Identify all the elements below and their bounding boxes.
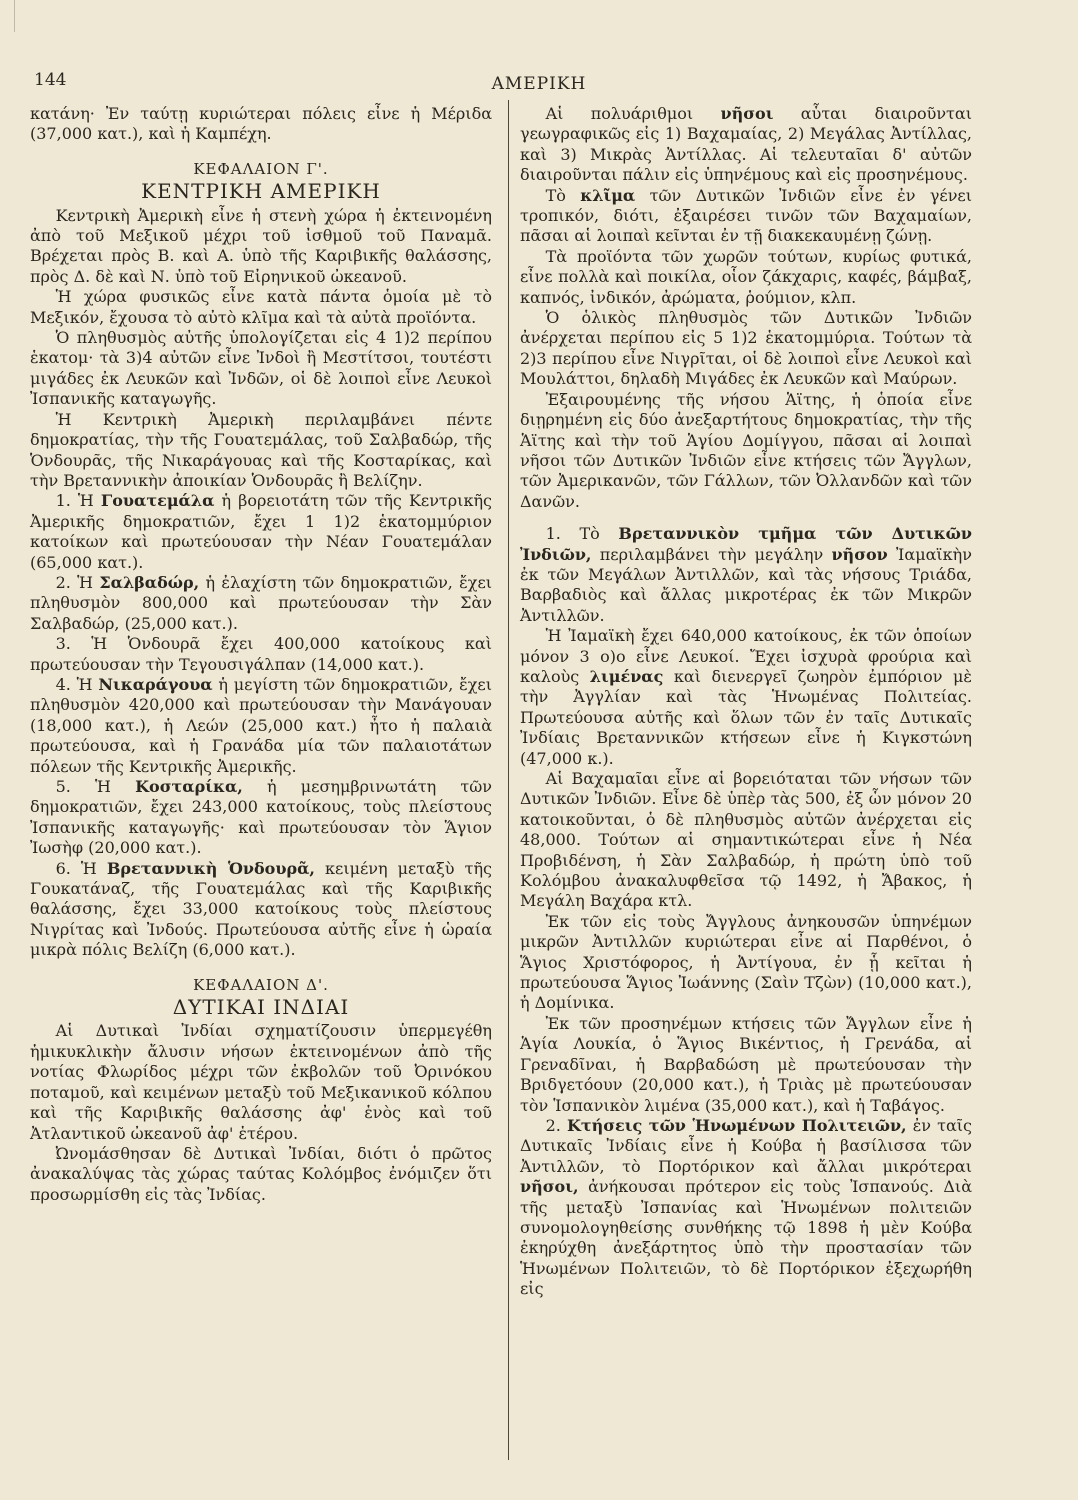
paragraph: 3. Ἡ Ὁνδουρᾶ ἔχει 400,000 κατοίκους καὶ πρωτεύουσαν τὴν Τεγουσιγάλπαν (14,000 κατ.). [30,634,492,674]
paragraph: Ἐξαιρουμένης τῆς νήσου Ἁϊτης, ἡ ὁποία εἶνε διῃρημένη εἰς δύο ἀνεξαρτήτους δημοκρατίας, τὴν τῆς Ἁϊτης καὶ τὴν τοῦ Ἁγίου Δομίγγου, πᾶσαι αἱ λοιπαὶ νῆσοι τῶν Δυτικῶν Ἰνδιῶν εἶνε κτήσεις τῶν Ἄγγλων, τῶν Ἀμερικανῶν, τῶν Γάλλων, τῶν Ὀλλανδῶν καὶ τῶν Δανῶν. [520,389,972,511]
paragraph [520,524,972,626]
item-number: 4. Ἡ [55,674,93,694]
paragraph: Ὠνομάσθησαν δὲ Δυτικαὶ Ἰνδίαι, διότι ὁ πρῶτος ἀνακαλύψας τὰς χώρας ταύτας Κολόμβος ἐνόμιζεν ὅτι προσωρμίσθη εἰς τὰς Ἰνδίας. [30,1143,492,1204]
bold-term: Γουατεμάλα [100,491,215,511]
paragraph [30,573,492,634]
text-run: καὶ διενεργεῖ ζωηρὸν ἐμπόριον μὲ τὴν Ἀγγλίαν καὶ τὰς Ἡνωμένας Πολιτείας. Πρωτεύουσα αὐτῆς καὶ ὅλων τῶν ἐν ταῖς Δυτικαῖς Ἰνδίαις Βρεταννικῶν κτήσεων εἶνε ἡ Κιγκστώνη (47,000 κ.). [520,666,973,768]
text-run: 1. Τὸ [545,524,600,544]
item-number: 1. Ἡ [55,491,94,511]
paragraph: Ἡ χώρα φυσικῶς εἶνε κατὰ πάντα ὁμοία μὲ τὸ Μεξικόν, ἔχουσα τὸ αὐτὸ κλῖμα καὶ τὰ αὐτὰ προϊόντα. [30,287,492,327]
paragraph [520,186,972,247]
text-run: αὗται διαιροῦνται γεωγραφικῶς εἰς 1) Βαχαμαίας, 2) Μεγάλας Ἀντίλλας, καὶ 3) Μικρὰς Ἀντίλλας. Αἱ τελευταῖαι δ' αὐτῶν διαιροῦνται πάλιν εἰς ὑπηνέμους καὶ εἰς προσηνέμους. [520,104,972,185]
paragraph [30,859,492,961]
item-text: ἡ μεγίστη τῶν δημοκρατιῶν, ἔχει πληθυσμὸν 420,000 καὶ πρωτεύουσαν τὴν Μανάγουαν (18,000 κατ.), ἡ Λεών (25,000 κατ.) ἦτο ἡ παλαιὰ πρωτεύουσα, καὶ ἡ Γρανάδα μία τῶν παλαιοτάτων πόλεων τῆς Κεντρικῆς Ἀμερικῆς. [30,674,492,776]
bold-term: Νικαράγουα [98,674,213,694]
bold-term: Βρεταννικὸν τμῆμα τῶν Δυτικῶν Ἰνδιῶν, [520,524,973,564]
bold-term: Κτήσεις τῶν Ἡνωμένων Πολιτειῶν, [566,1115,907,1135]
left-column [30,104,492,1205]
bold-term: Σαλβαδώρ, [99,572,200,592]
chapter-heading: ΚΕΦΑΛΑΙΟΝ Δ'. [193,975,329,994]
bold-term: κλῖμα [580,185,636,205]
item-number: 6. Ἡ [55,858,97,878]
right-column [520,104,972,1300]
paragraph [520,1116,972,1300]
text-run: Ἡ Ἰαμαϊκὴ ἔχει 640,000 κατοίκους, ἐκ τῶν ὁποίων μόνον 3 ο)ο εἶνε Λευκοί. Ἔχει ἰσχυρὰ φρούρια καὶ καλοὺς [520,626,972,686]
paragraph: Ἡ Κεντρικὴ Ἀμερικὴ περιλαμβάνει πέντε δημοκρατίας, τὴν τῆς Γουατεμάλας, τοῦ Σαλβαδώρ, τῆς Ὁνδουρᾶς, τῆς Νικαράγουας καὶ τῆς Κοσταρίκας, καὶ τὴν Βρεταννικὴν ἀποικίαν Ὁνδουρᾶς ἢ Βελίζην. [30,409,492,490]
bold-term: νῆσοι [720,104,774,123]
text-run: Ἰαμαϊκὴν ἐκ τῶν Μεγάλων Ἀντιλλῶν, καὶ τὰς νήσους Τριάδα, Βαρβαδιὸς καὶ ἄλλας μικροτέρας ἐκ τῶν Μικρῶν Ἀντιλλῶν. [520,544,972,625]
item-text: ἡ μεσημβρινωτάτη τῶν δημοκρατιῶν, ἔχει 243,000 κατοίκους, τοὺς πλείστους Ἰσπανικῆς καταγωγῆς· καὶ πρωτεύουσαν τὸν Ἅγιον Ἰωσὴφ (20,000 κατ.). [30,777,492,858]
item-text: κειμένη μεταξὺ τῆς Γουκατάναζ, τῆς Γουατεμάλας καὶ τῆς Καριβικῆς θαλάσσης, ἔχει 33,000 κατοίκους τοὺς πλείστους Νιγρίτας καὶ Ἰνδούς. Πρωτεύουσα αὐτῆς εἶνε ἡ ὡραία μικρὰ πόλις Βελίζη (6,000 κατ.). [30,858,492,960]
page-number: 144 [34,70,67,90]
bold-term: νῆσον [831,544,888,564]
bold-term: νῆσοι, [520,1177,579,1197]
item-text: ἡ βορειοτάτη τῶν τῆς Κεντρικῆς Ἀμερικῆς δημοκρατιῶν, ἔχει 1 1)2 ἑκατομμύριον κατοίκων καὶ πρωτεύουσαν τὴν Νέαν Γουατεμάλαν (65,000 κατ.). [30,491,492,572]
paragraph: Ἐκ τῶν εἰς τοὺς Ἄγγλους ἀνηκουσῶν ὑπηνέμων μικρῶν Ἀντιλλῶν κυριώτεραι εἶνε αἱ Παρθένοι, ὁ Ἅγιος Χριστόφορος, ἡ Ἀντίγουα, ἐν ᾗ κεῖται ἡ πρωτεύουσα Ἅγιος Ἰωάννης (Σαὶν Τζὼν) (10,000 κατ.), ἡ Δομίνικα. [520,911,972,1013]
column-divider [508,100,509,1460]
section-heading: ΔΥΤΙΚΑΙ ΙΝΔΙΑΙ [172,995,350,1020]
paragraph [520,626,972,769]
paragraph: Κεντρικὴ Ἀμερικὴ εἶνε ἡ στενὴ χώρα ἡ ἐκτεινομένη ἀπὸ τοῦ Μεξικοῦ μέχρι τοῦ ἰσθμοῦ τοῦ Παναμᾶ. Βρέχεται πρὸς Β. καὶ Α. ὑπὸ τῆς Καριβικῆς θαλάσσης, πρὸς Δ. δὲ καὶ Ν. ὑπὸ τοῦ Εἰρηνικοῦ ὠκεανοῦ. [30,205,492,286]
paragraph: Ὁ ὁλικὸς πληθυσμὸς τῶν Δυτικῶν Ἰνδιῶν ἀνέρχεται περίπου εἰς 5 1)2 ἑκατομμύρια. Τούτων τὰ 2)3 περίπου εἶνε Νιγρῖται, οἱ δὲ λοιποὶ εἶνε Λευκοὶ καὶ Μουλάττοι, δηλαδὴ Μιγάδες ἐκ Λευκῶν καὶ Μαύρων. [520,308,972,389]
chapter-heading: ΚΕΦΑΛΑΙΟΝ Γ'. [193,159,329,178]
running-head: ΑΜΕΡΙΚΗ [491,74,587,94]
bold-term: Κοσταρίκα, [135,777,243,796]
item-number: 2. Ἡ [55,572,94,592]
paragraph: Τὰ προϊόντα τῶν χωρῶν τούτων, κυρίως φυτικά, εἶνε πολλὰ καὶ ποικίλα, οἷον ζάκχαρις, καφές, βάμβαξ, καπνός, ἰνδικόν, ἀρώματα, ῥούμιον, κλπ. [520,246,972,307]
paragraph [520,104,972,186]
page-edge-mark [0,0,15,32]
text-run: περιλαμβάνει τὴν μεγάλην [599,544,824,564]
paragraph: Ἐκ τῶν προσηνέμων κτήσεις τῶν Ἄγγλων εἶνε ἡ Ἁγία Λουκία, ὁ Ἅγιος Βικέντιος, ἡ Γρενάδα, αἱ Γρεναδῖναι, ἡ Βαρβαδώση μὲ πρωτεύουσαν τὴν Βριδγετόουν (20,000 κατ.), ἡ Τριὰς μὲ πρωτεύουσαν τὸν Ἱσπανικὸν λιμένα (35,000 κατ.), καὶ ἡ Ταβάγος. [520,1013,972,1115]
item-text: ἡ ἐλαχίστη τῶν δημοκρατιῶν, ἔχει πληθυσμὸν 800,000 καὶ πρωτεύουσαν τὴν Σὰν Σαλβαδώρ, (25,000 κατ.). [30,572,493,633]
text-run: Αἱ πολυάριθμοι [545,104,694,123]
paragraph: κατάνη· Ἐν ταύτῃ κυριώτεραι πόλεις εἶνε ἡ Μέριδα (37,000 κατ.), καὶ ἡ Καμπέχη. [30,104,492,144]
text-run: ἀνήκουσαι πρότερον εἰς τοὺς Ἰσπανούς. Διὰ τῆς μεταξὺ Ἰσπανίας καὶ Ἡνωμένων πολιτειῶν συνομολογηθείσης συνθήκης τῷ 1898 ἡ μὲν Κούβα ἐκηρύχθη ἀνεξάρτητος ὑπὸ τὴν προστασίαν τῶν Ἡνωμένων Πολιτειῶν, τὸ δὲ Πορτόρικον ἐξεχωρήθη εἰς [520,1177,973,1299]
spacer [520,512,972,524]
paragraph [30,675,492,777]
paragraph: Αἱ Δυτικαὶ Ἰνδίαι σχηματίζουσιν ὑπερμεγέθη ἡμικυκλικὴν ἄλυσιν νήσων ἐκτεινομένων ἀπὸ τῆς νοτίας Φλωρίδος μέχρι τῶν ἐκβολῶν τοῦ Ὀρινόκου ποταμοῦ, καὶ κειμένων μεταξὺ τοῦ Μεξικανικοῦ κόλπου καὶ τῆς Καριβικῆς θαλάσσης ἀφ' ἑνὸς καὶ τοῦ Ἀτλαντικοῦ ὠκεανοῦ ἀφ' ἑτέρου. [30,1021,492,1143]
paragraph [30,777,492,859]
item-number: 5. Ἡ [55,777,111,796]
text-run: ἐν ταῖς Δυτικαῖς Ἰνδίαις εἶνε ἡ Κούβα ἡ βασίλισσα τῶν Ἀντιλλῶν, τὸ Πορτόρικον καὶ ἄλλαι μικρότεραι [520,1115,972,1176]
text-run: 2. [545,1115,561,1135]
bold-term: λιμένας [589,666,664,686]
section-heading: ΚΕΝΤΡΙΚΗ ΑΜΕΡΙΚΗ [141,179,381,204]
paragraph [30,491,492,573]
paragraph: Ὁ πληθυσμὸς αὐτῆς ὑπολογίζεται εἰς 4 1)2 περίπου ἑκατομ· τὰ 3)4 αὐτῶν εἶνε Ἰνδοὶ ἢ Μεστίτσοι, τουτέστι μιγάδες ἐκ Λευκῶν καὶ Ἰνδῶν, οἱ δὲ λοιποὶ εἶνε Λευκοὶ Ἰσπανικῆς καταγωγῆς. [30,328,492,409]
paragraph: Αἱ Βαχαμαῖαι εἶνε αἱ βορειόταται τῶν νήσων τῶν Δυτικῶν Ἰνδιῶν. Εἶνε δὲ ὑπὲρ τὰς 500, ἐξ ὧν μόνον 20 κατοικοῦνται, ὁ δὲ πληθυσμὸς αὐτῶν ἀνέρχεται εἰς 48,000. Τούτων αἱ σημαντικώτεραι εἶνε ἡ Νέα Προβιδένση, ἡ Σὰν Σαλβαδώρ, ἡ πρώτη ὑπὸ τοῦ Κολόμβου ἀνακαλυφθεῖσα τῷ 1492, ἡ Ἄβακος, ἡ Μεγάλη Βαχάρα κτλ. [520,769,972,911]
text-run: τῶν Δυτικῶν Ἰνδιῶν εἶνε ἐν γένει τροπικόν, διότι, ἐξαιρέσει τινῶν τῶν Βαχαμαίων, πᾶσαι αἱ λοιπαὶ κεῖνται ἐν τῇ διακεκαυμένῃ ζώνῃ. [520,185,972,246]
bold-term: Βρεταννικὴ Ὁνδουρᾶ, [106,858,315,878]
text-run: Τὸ [545,185,566,205]
